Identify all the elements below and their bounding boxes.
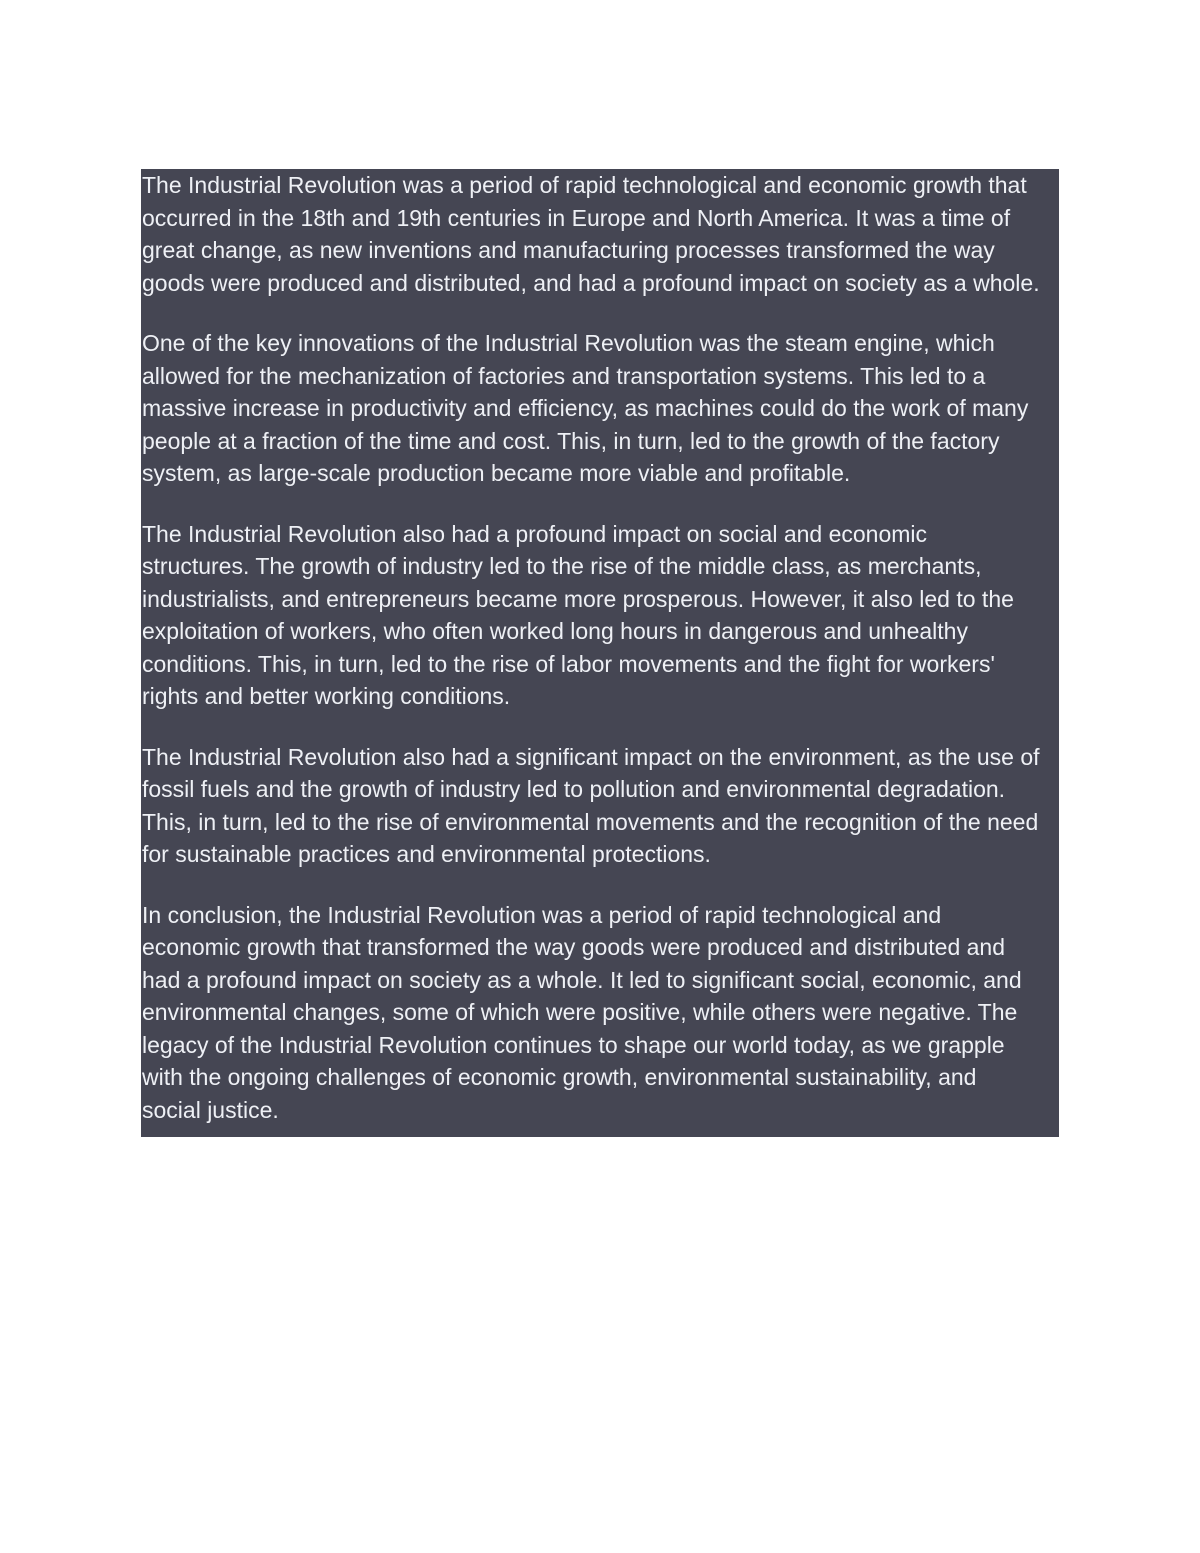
text-line: structures. The growth of industry led to the rise of the middle class, as merchants, — [142, 553, 982, 579]
paragraph-2 — [142, 327, 1059, 490]
text-line: occurred in the 18th and 19th centuries in Europe and North America. It was a time of — [142, 204, 1011, 231]
text-line: with the ongoing challenges of economic growth, environmental sustainability, and — [142, 1064, 977, 1090]
text-line: legacy of the Industrial Revolution continues to shape our world today, as we grapple — [142, 1031, 1005, 1058]
text-line: economic growth that transformed the way goods were produced and distributed and — [142, 934, 1006, 960]
text-line: social justice. — [142, 1096, 279, 1123]
text-line: The Industrial Revolution also had a significant impact on the environment, as the use of — [142, 743, 1040, 770]
text-line: for sustainable practices and environmental protections. — [142, 841, 711, 867]
text-line: fossil fuels and the growth of industry led to pollution and environmental degradation. — [142, 776, 1006, 802]
text-line: This, in turn, led to the rise of environmental movements and the recognition of the need — [142, 808, 1039, 835]
text-line: conditions. This, in turn, led to the rise of labor movements and the fight for workers' — [142, 650, 995, 677]
text-line: allowed for the mechanization of factories and transportation systems. This led to a — [142, 362, 986, 389]
text-line: massive increase in productivity and efficiency, as machines could do the work of many — [142, 395, 1029, 421]
text-line: exploitation of workers, who often worked long hours in dangerous and unhealthy — [142, 618, 968, 644]
paragraph-4 — [142, 741, 1059, 871]
paragraph-5 — [142, 899, 1059, 1127]
text-line: In conclusion, the Industrial Revolution was a period of rapid technological and — [142, 901, 942, 928]
text-line: environmental changes, some of which were positive, while others were negative. The — [142, 999, 1018, 1025]
text-line: rights and better working conditions. — [142, 683, 511, 709]
text-line: The Industrial Revolution was a period of rapid technological and economic growth that — [142, 172, 1027, 198]
text-line: had a profound impact on society as a whole. It led to significant social, economic, and — [142, 966, 1022, 993]
text-line: great change, as new inventions and manufacturing processes transformed the way — [142, 237, 995, 263]
text-line: people at a fraction of the time and cost. This, in turn, led to the growth of the factory — [142, 427, 1000, 454]
paragraph-3 — [142, 518, 1059, 713]
text-line: goods were produced and distributed, and had a profound impact on society as a whole. — [142, 269, 1040, 296]
essay-text-block — [141, 169, 1059, 1137]
text-line: The Industrial Revolution also had a profound impact on social and economic — [142, 520, 928, 547]
text-line: system, as large-scale production became more viable and profitable. — [142, 460, 851, 486]
text-line: One of the key innovations of the Industrial Revolution was the steam engine, which — [142, 330, 995, 356]
text-line: industrialists, and entrepreneurs became more prosperous. However, it also led to the — [142, 585, 1014, 612]
paragraph-1 — [142, 169, 1059, 299]
